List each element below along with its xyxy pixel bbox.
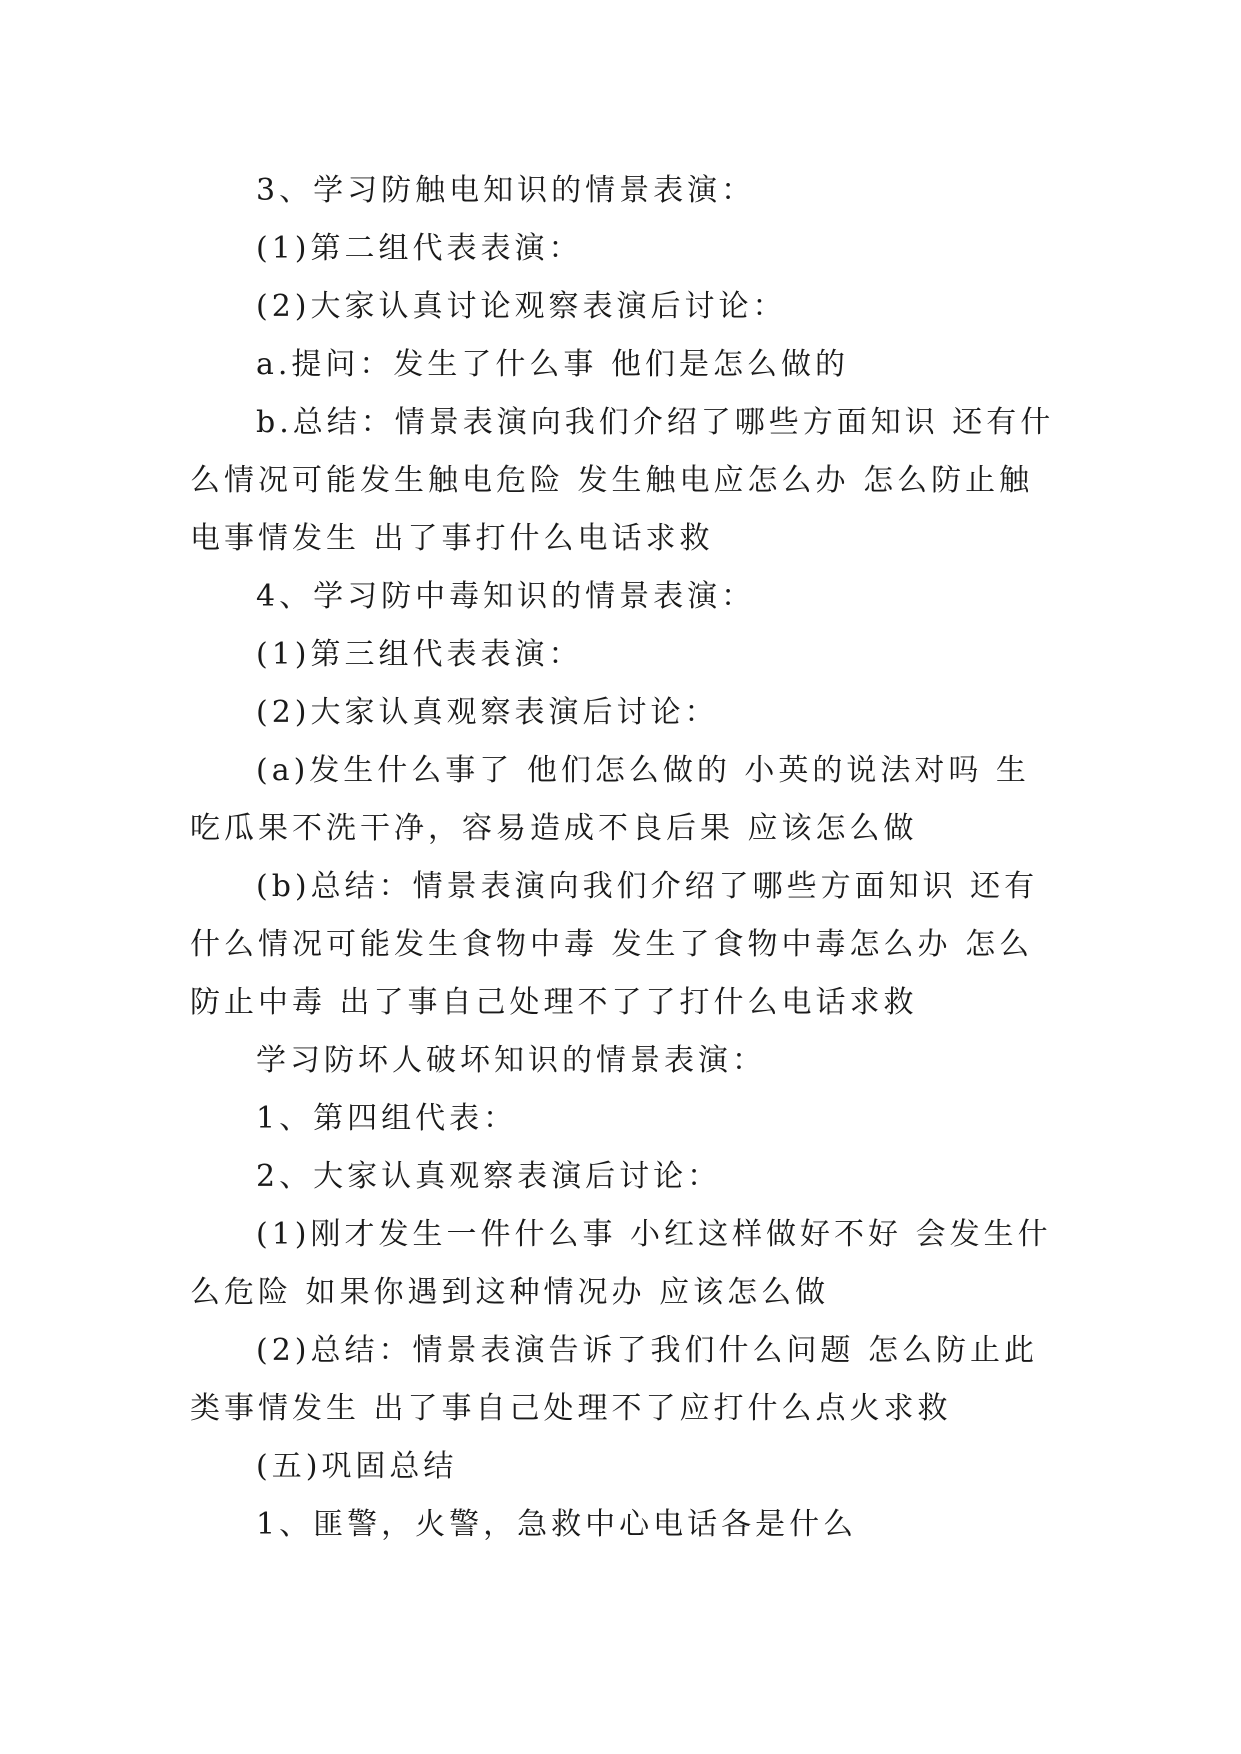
paragraph: (1)刚才发生一件什么事 小红这样做好不好 会发生什么危险 如果你遇到这种情况办 应该怎么做 xyxy=(190,1217,1052,1310)
paragraph: (1)第三组代表表演： xyxy=(256,637,583,672)
paragraph: 学习防坏人破坏知识的情景表演： xyxy=(256,1043,766,1078)
paragraph: (b)总结：情景表演向我们介绍了哪些方面知识 还有什么情况可能发生食物中毒 发生了食物中毒怎么办 怎么防止中毒 出了事自己处理不了了打什么电话求救 xyxy=(190,869,1039,1020)
paragraph: 1、第四组代表： xyxy=(256,1101,518,1136)
paragraph: (2)总结：情景表演告诉了我们什么问题 怎么防止此类事情发生 出了事自己处理不了应打什么点火求救 xyxy=(190,1333,1039,1426)
paragraph: (2)大家认真观察表演后讨论： xyxy=(256,695,719,730)
paragraph: b.总结：情景表演向我们介绍了哪些方面知识 还有什么情况可能发生触电危险 发生触电应怎么办 怎么防止触电事情发生 出了事打什么电话求救 xyxy=(190,405,1055,556)
document-page xyxy=(190,162,1060,1554)
paragraph: 4、学习防中毒知识的情景表演： xyxy=(256,579,756,614)
paragraph: (1)第二组代表表演： xyxy=(256,231,583,266)
paragraph: (2)大家认真讨论观察表演后讨论： xyxy=(256,289,787,324)
paragraph: 1、匪警，火警，急救中心电话各是什么 xyxy=(256,1507,858,1542)
paragraph: 3、学习防触电知识的情景表演： xyxy=(256,173,756,208)
paragraph: (五)巩固总结 xyxy=(256,1449,458,1484)
paragraph: 2、大家认真观察表演后讨论： xyxy=(256,1159,722,1194)
paragraph: a.提问：发生了什么事 他们是怎么做的 xyxy=(256,347,849,382)
paragraph: (a)发生什么事了 他们怎么做的 小英的说法对吗 生吃瓜果不洗干净，容易造成不良后果 应该怎么做 xyxy=(190,753,1030,846)
